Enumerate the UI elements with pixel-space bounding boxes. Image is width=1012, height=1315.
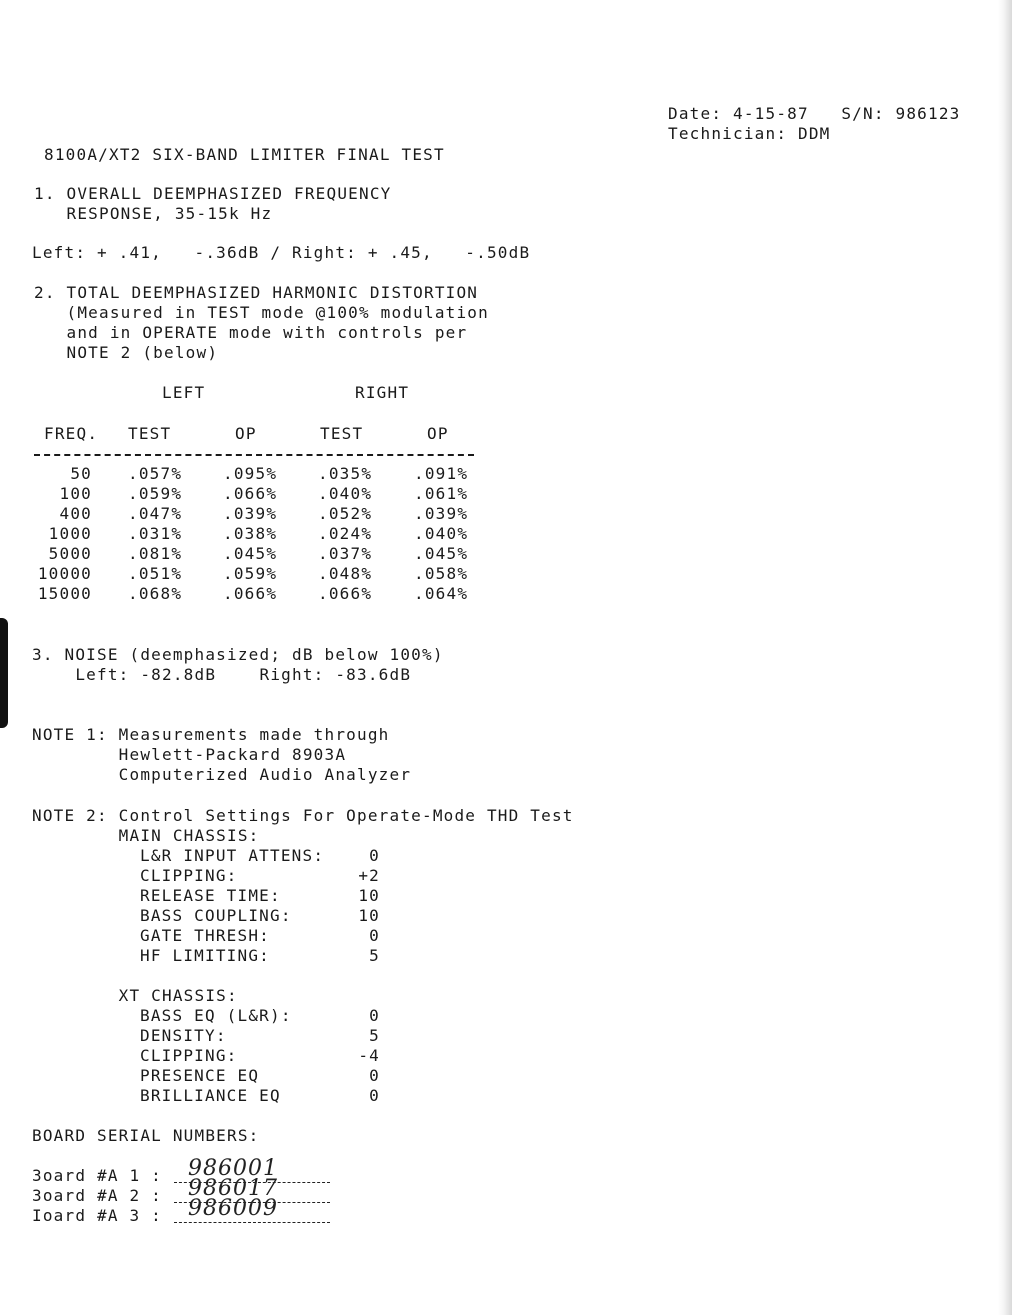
board-label: 3oard #A 2 : xyxy=(32,1186,162,1205)
table-cell-freq: 1000 xyxy=(48,524,92,543)
table-cell: .068% xyxy=(128,584,183,603)
table-header-right-op: OP xyxy=(427,424,449,443)
setting-label: BRILLIANCE EQ xyxy=(140,1086,281,1105)
setting-value: +2 xyxy=(358,866,380,885)
setting-value: 0 xyxy=(369,846,380,865)
table-group-left: LEFT xyxy=(162,383,206,402)
table-header-left-op: OP xyxy=(235,424,257,443)
section2-desc-1: (Measured in TEST mode @100% modulation xyxy=(34,303,489,322)
setting-label: DENSITY: xyxy=(140,1026,227,1045)
table-cell: .035% xyxy=(318,464,373,483)
table-group-right: RIGHT xyxy=(355,383,410,402)
board-serials-title: BOARD SERIAL NUMBERS: xyxy=(32,1126,260,1145)
table-cell: .037% xyxy=(318,544,373,563)
table-cell: .024% xyxy=(318,524,373,543)
setting-label: HF LIMITING: xyxy=(140,946,270,965)
table-cell: .066% xyxy=(223,484,278,503)
note1-line1: NOTE 1: Measurements made through xyxy=(32,725,390,744)
setting-value: 0 xyxy=(369,1086,380,1105)
section2-heading: 2. TOTAL DEEMPHASIZED HARMONIC DISTORTION xyxy=(34,283,479,302)
board-label: 3oard #A 1 : xyxy=(32,1166,162,1185)
setting-value: 10 xyxy=(358,886,380,905)
date-serial-line: Date: 4-15-87 S/N: 986123 xyxy=(668,104,961,123)
table-cell-freq: 5000 xyxy=(48,544,92,563)
section2-desc-2: and in OPERATE mode with controls per xyxy=(34,323,468,342)
setting-value: 0 xyxy=(369,1006,380,1025)
xt-chassis-title: XT CHASSIS: xyxy=(32,986,238,1005)
table-cell: .031% xyxy=(128,524,183,543)
setting-label: PRESENCE EQ xyxy=(140,1066,260,1085)
table-cell: .061% xyxy=(414,484,469,503)
table-cell: .091% xyxy=(414,464,469,483)
table-header-right-test: TEST xyxy=(320,424,364,443)
table-cell: .057% xyxy=(128,464,183,483)
table-cell: .045% xyxy=(414,544,469,563)
section3-heading: 3. NOISE (deemphasized; dB below 100%) xyxy=(32,645,444,664)
table-divider xyxy=(34,454,474,456)
document-title: 8100A/XT2 SIX-BAND LIMITER FINAL TEST xyxy=(44,145,445,164)
section1-heading: 1. OVERALL DEEMPHASIZED FREQUENCY xyxy=(34,184,392,203)
note2-heading: NOTE 2: Control Settings For Operate-Mode THD Test xyxy=(32,806,574,825)
table-cell: .059% xyxy=(128,484,183,503)
section1-result: Left: + .41, -.36dB / Right: + .45, -.50dB xyxy=(32,243,531,262)
table-cell-freq: 15000 xyxy=(37,584,92,603)
setting-label: CLIPPING: xyxy=(140,866,238,885)
setting-value: 0 xyxy=(369,926,380,945)
setting-value: 5 xyxy=(369,946,380,965)
setting-value: 0 xyxy=(369,1066,380,1085)
note1-line3: Computerized Audio Analyzer xyxy=(32,765,412,784)
main-chassis-title: MAIN CHASSIS: xyxy=(32,826,260,845)
table-cell: .040% xyxy=(318,484,373,503)
table-cell: .095% xyxy=(223,464,278,483)
table-cell-freq: 400 xyxy=(59,504,92,523)
page-right-edge xyxy=(998,0,1012,1315)
table-cell: .081% xyxy=(128,544,183,563)
setting-label: L&R INPUT ATTENS: xyxy=(140,846,325,865)
technician-line: Technician: DDM xyxy=(668,124,831,143)
table-cell: .045% xyxy=(223,544,278,563)
page-left-binding-mark xyxy=(0,618,8,728)
table-cell: .039% xyxy=(414,504,469,523)
board-label: Ioard #A 3 : xyxy=(32,1206,162,1225)
table-cell-freq: 100 xyxy=(59,484,92,503)
setting-value: 10 xyxy=(358,906,380,925)
table-cell-freq: 10000 xyxy=(37,564,92,583)
table-cell: .051% xyxy=(128,564,183,583)
table-cell: .066% xyxy=(318,584,373,603)
board-serial-handwritten: 986017 xyxy=(188,1176,278,1201)
table-cell: .064% xyxy=(414,584,469,603)
setting-label: BASS COUPLING: xyxy=(140,906,292,925)
serial-underline xyxy=(174,1222,330,1223)
table-cell: .052% xyxy=(318,504,373,523)
section3-result: Left: -82.8dB Right: -83.6dB xyxy=(32,665,412,684)
table-cell: .048% xyxy=(318,564,373,583)
board-serial-handwritten: 986009 xyxy=(188,1196,278,1221)
table-cell-freq: 50 xyxy=(70,464,92,483)
table-header-left-test: TEST xyxy=(128,424,172,443)
setting-label: CLIPPING: xyxy=(140,1046,238,1065)
table-cell: .047% xyxy=(128,504,183,523)
setting-label: RELEASE TIME: xyxy=(140,886,281,905)
note1-line2: Hewlett-Packard 8903A xyxy=(32,745,347,764)
table-cell: .066% xyxy=(223,584,278,603)
setting-label: BASS EQ (L&R): xyxy=(140,1006,292,1025)
setting-label: GATE THRESH: xyxy=(140,926,270,945)
section1-heading-cont: RESPONSE, 35-15k Hz xyxy=(34,204,273,223)
section2-desc-3: NOTE 2 (below) xyxy=(34,343,219,362)
table-cell: .059% xyxy=(223,564,278,583)
setting-value: 5 xyxy=(369,1026,380,1045)
table-cell: .040% xyxy=(414,524,469,543)
table-cell: .039% xyxy=(223,504,278,523)
table-header-freq: FREQ. xyxy=(44,424,99,443)
setting-value: -4 xyxy=(358,1046,380,1065)
table-cell: .038% xyxy=(223,524,278,543)
table-cell: .058% xyxy=(414,564,469,583)
board-serial-handwritten: 986001 xyxy=(188,1156,278,1181)
